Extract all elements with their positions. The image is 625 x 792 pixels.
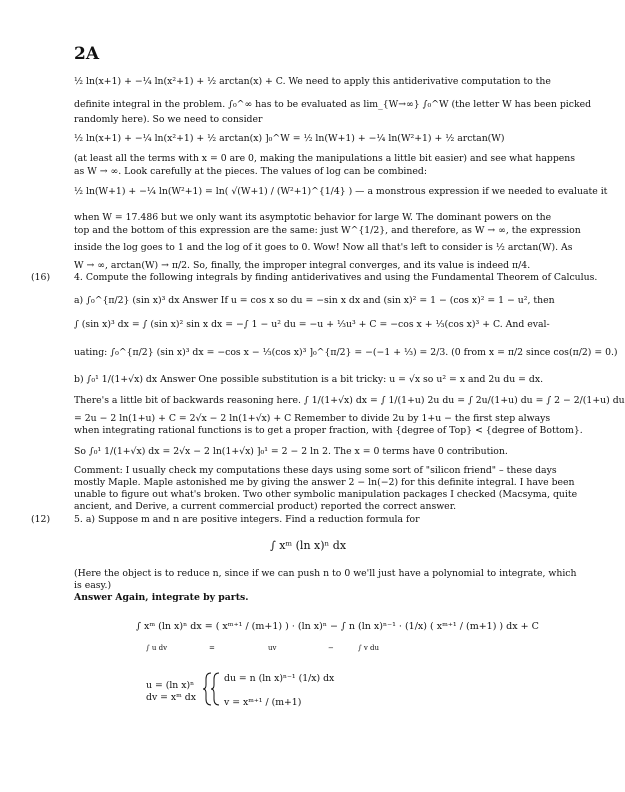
comment-line-3: unable to figure out what's broken. Two other symbolic manipulation packages I checked (Macsyma, quite — [74, 489, 578, 500]
points-tag-12: (12) — [31, 514, 51, 525]
parts-equation: ∫ xᵐ (ln x)ⁿ dx = ( xᵐ⁺¹ / (m+1) ) · (ln x)ⁿ − ∫ n (ln x)ⁿ⁻¹ · (1/x) ( xᵐ⁺¹ / (m+1) ) dx + C — [136, 621, 539, 632]
section-heading: 2A — [74, 44, 100, 64]
parts-u: u = (ln x)ⁿ — [146, 680, 195, 691]
p1-line-11: W → ∞, arctan(W) → π/2. So, finally, the improper integral converges, and its value is indeed π/4. — [74, 260, 531, 271]
q4-line-9: So ∫₀¹ 1/(1+√x) dx = 2√x − 2 ln(1+√x) ]₀¹ = 2 − 2 ln 2. The x = 0 terms have 0 contribution. — [74, 446, 508, 457]
p1-line-9: top and the bottom of this expression are the same: just W^{1/2}, and therefore, as W → ∞, the expression — [74, 225, 581, 236]
points-tag-16: (16) — [31, 272, 51, 283]
q4-line-8: when integrating rational functions is to get a proper fraction, with {degree of Top} < {degree of Bottom}. — [74, 425, 583, 436]
parts-dv: dv = xᵐ dx — [146, 692, 196, 703]
p1-line-1: ½ ln(x+1) + −¼ ln(x²+1) + ½ arctan(x) + C. We need to apply this antiderivative computation to the — [74, 76, 551, 87]
p1-line-4: ½ ln(x+1) + −¼ ln(x²+1) + ½ arctan(x) ]₀^W = ½ ln(W+1) + −¼ ln(W²+1) + ½ arctan(W) — [74, 133, 505, 144]
q4-line-6: There's a little bit of backwards reasoning here. ∫ 1/(1+√x) dx = ∫ 1/(1+u) 2u du = ∫ 2u/(1+u) du = ∫ 2 − 2/(1+u) du — [74, 395, 625, 406]
q4-line-5: b) ∫₀¹ 1/(1+√x) dx Answer One possible substitution is a bit tricky: u = √x so u² = x and 2u du = dx. — [74, 374, 544, 385]
p1-line-3: randomly here). So we need to consider — [74, 114, 263, 125]
display-integral: ∫ xᵐ (ln x)ⁿ dx — [269, 539, 347, 552]
q4-line-7: = 2u − 2 ln(1+u) + C = 2√x − 2 ln(1+√x) + C Remember to divide 2u by 1+u − the first step always — [74, 413, 551, 424]
p1-line-8: when W = 17.486 but we only want its asymptotic behavior for large W. The dominant powers on the — [74, 212, 552, 223]
p1-line-2: definite integral in the problem. ∫₀^∞ has to be evaluated as lim_{W→∞} ∫₀^W (the letter W has been picked — [74, 99, 592, 110]
parts-du: du = n (ln x)ⁿ⁻¹ (1/x) dx — [224, 673, 335, 684]
p3-line-3: Answer Again, integrate by parts. — [74, 592, 249, 603]
parts-label-udv: ∫ u dv — [146, 644, 168, 652]
p3-line-1: (Here the object is to reduce n, since if we can push n to 0 we'll just have a polynomial to integrate, which — [74, 568, 577, 579]
comment-line-1: Comment: I usually check my computations these days using some sort of "silicon friend" – these days — [74, 465, 557, 476]
q4-line-1: 4. Compute the following integrals by finding antiderivatives and using the Fundamental Theorem of Calculus. — [74, 272, 598, 283]
parts-v: v = xᵐ⁺¹ / (m+1) — [224, 697, 302, 708]
parts-label-vdu: ∫ v du — [358, 644, 380, 652]
p1-line-10: inside the log goes to 1 and the log of it goes to 0. Wow! Now all that's left to consider is ½ arctan(W). As — [74, 242, 573, 253]
comment-line-2: mostly Maple. Maple astonished me by giving the answer 2 − ln(−2) for this definite integral. I have been — [74, 477, 575, 488]
q4-line-2: a) ∫₀^{π/2} (sin x)³ dx Answer If u = cos x so du = −sin x dx and (sin x)² = 1 − (cos x)² = 1 − u², then — [74, 295, 555, 306]
comment-line-4: ancient, and Derive, a current commercial product) reported the correct answer. — [74, 501, 457, 512]
parts-label-eq: = — [209, 644, 215, 652]
q4-line-4: uating: ∫₀^{π/2} (sin x)³ dx = −cos x − ⅓(cos x)³ ]₀^{π/2} = −(−1 + ⅓) = 2/3. (0 from x = π/2 since cos(π/2) = 0.) — [74, 347, 618, 358]
p1-line-7: ½ ln(W+1) + −¼ ln(W²+1) = ln( √(W+1) / (W²+1)^{1/4} ) — a monstrous expression if we needed to evaluate it — [74, 186, 608, 197]
q5-line-1: 5. a) Suppose m and n are positive integers. Find a reduction formula for — [74, 514, 420, 525]
parts-label-uv: uv — [268, 644, 277, 652]
p1-line-5: (at least all the terms with x = 0 are 0, making the manipulations a little bit easier) and see what happens — [74, 153, 576, 164]
p1-line-6: as W → ∞. Look carefully at the pieces. The values of log can be combined: — [74, 166, 427, 177]
parts-label-minus: − — [328, 644, 334, 652]
q4-line-3: ∫ (sin x)³ dx = ∫ (sin x)² sin x dx = −∫ 1 − u² du = −u + ⅓u³ + C = −cos x + ⅓(cos x)³ + C. And eval- — [74, 319, 550, 330]
p3-line-2: is easy.) — [74, 580, 112, 591]
